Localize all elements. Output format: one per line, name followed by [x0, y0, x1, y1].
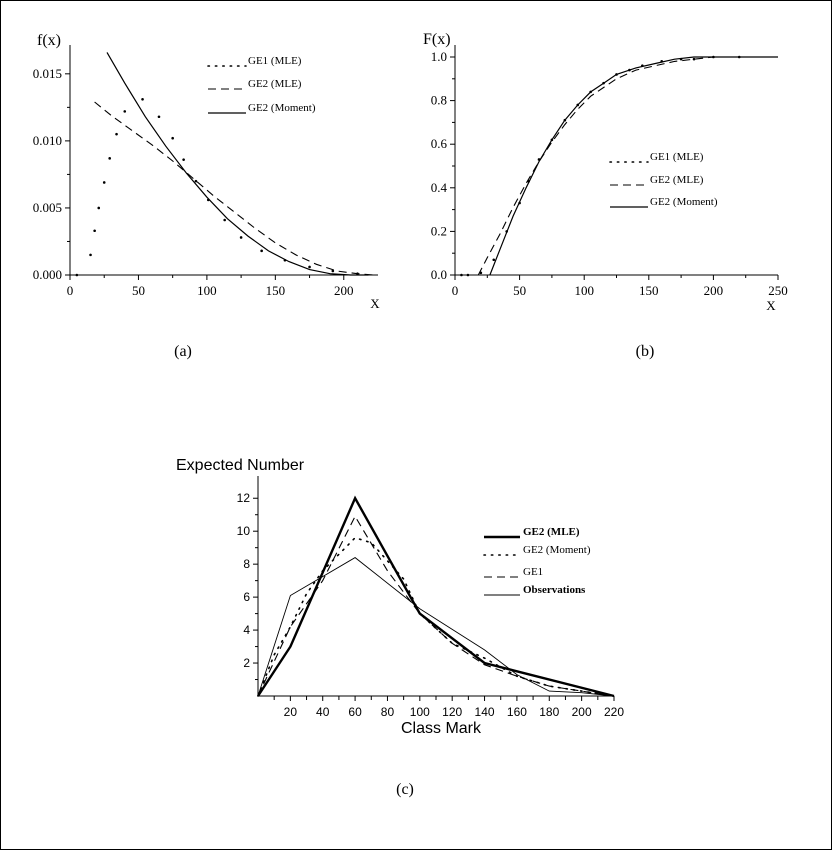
data-point	[308, 266, 311, 269]
data-point	[492, 258, 495, 261]
legend-label: GE2 (Moment)	[523, 544, 591, 556]
y-tick-label: 0.6	[430, 136, 447, 152]
data-point	[158, 115, 161, 118]
x-tick-label: 0	[451, 283, 459, 298]
chart-panel-b	[423, 31, 788, 360]
data-point	[460, 274, 463, 277]
data-point	[195, 180, 198, 183]
chart-panel-a	[33, 32, 381, 360]
y-tick-label: 2	[243, 656, 250, 671]
data-point	[123, 110, 126, 113]
x-tick-label: 100	[197, 283, 217, 298]
x-tick-label: 160	[506, 705, 527, 719]
y-tick-label: 0.000	[32, 267, 62, 282]
x-axis-title: X	[370, 296, 380, 311]
legend-label: GE2 (Moment)	[248, 102, 316, 114]
x-tick-label: 220	[603, 705, 625, 719]
series-line	[258, 538, 614, 696]
x-tick-label: 60	[348, 705, 362, 719]
data-point	[93, 229, 96, 232]
chart-panel-c	[176, 457, 624, 798]
data-point	[89, 254, 92, 257]
y-axis-title: Expected Number	[176, 457, 305, 474]
y-tick-label: 0.010	[32, 132, 62, 148]
x-tick-label: 150	[639, 283, 659, 298]
data-point	[260, 250, 263, 253]
y-tick-label: 0.0	[430, 267, 447, 282]
data-point	[97, 207, 100, 210]
y-tick-label: 8	[243, 557, 250, 572]
x-tick-label: 120	[442, 705, 463, 719]
data-point	[182, 158, 185, 161]
x-tick-label: 50	[513, 283, 527, 298]
x-tick-label: 80	[380, 705, 395, 719]
legend-label: GE2 (MLE)	[523, 526, 580, 538]
x-tick-label: 250	[768, 283, 788, 298]
series-line	[490, 57, 778, 275]
x-tick-label: 200	[334, 283, 354, 298]
data-point	[171, 137, 174, 140]
legend-label: GE1 (MLE)	[248, 55, 302, 67]
legend-label: GE2 (MLE)	[248, 78, 302, 90]
y-tick-label: 0.005	[32, 199, 62, 215]
y-tick-label: 0.015	[32, 65, 62, 81]
panel-caption: (a)	[174, 343, 192, 360]
x-tick-label: 100	[574, 283, 594, 298]
legend-label: GE1 (MLE)	[650, 151, 704, 163]
x-tick-label: 100	[409, 705, 430, 719]
x-tick-label: 50	[131, 283, 145, 298]
legend-label: Observations	[523, 584, 586, 596]
x-axis-title: X	[766, 298, 776, 313]
y-tick-label: 0.4	[430, 179, 447, 195]
data-point	[103, 181, 106, 184]
y-tick-label: 10	[236, 524, 250, 539]
data-point	[76, 274, 79, 277]
data-point	[223, 219, 226, 222]
data-point	[141, 98, 144, 101]
x-tick-label: 20	[283, 705, 298, 719]
x-axis-title: Class Mark	[400, 720, 482, 737]
legend-label: GE2 (Moment)	[650, 196, 718, 208]
y-tick-label: 0.2	[430, 223, 447, 239]
legend-label: GE1	[523, 566, 544, 578]
data-point	[108, 157, 111, 160]
panel-caption: (b)	[635, 343, 655, 360]
legend-label: GE2 (MLE)	[650, 174, 704, 186]
y-tick-label: 0.8	[430, 92, 447, 108]
data-point	[467, 274, 470, 277]
y-tick-label: 6	[243, 590, 250, 605]
data-point	[240, 236, 243, 239]
y-tick-label: 1.0	[430, 49, 447, 64]
x-tick-label: 180	[539, 705, 560, 719]
x-tick-label: 140	[474, 705, 495, 719]
series-line	[95, 102, 374, 275]
data-point	[115, 133, 118, 136]
x-tick-label: 200	[571, 705, 592, 719]
panel-caption: (c)	[396, 781, 414, 798]
y-axis-title: F(x)	[423, 31, 451, 48]
series-line	[107, 52, 368, 275]
y-axis-title: f(x)	[37, 32, 61, 49]
x-tick-label: 150	[265, 283, 286, 298]
x-tick-label: 200	[703, 283, 724, 298]
y-tick-label: 4	[243, 623, 250, 638]
data-point	[693, 58, 696, 61]
x-tick-label: 0	[66, 283, 74, 298]
y-tick-label: 12	[236, 491, 250, 506]
x-tick-label: 40	[316, 705, 330, 719]
series-line	[478, 57, 778, 275]
